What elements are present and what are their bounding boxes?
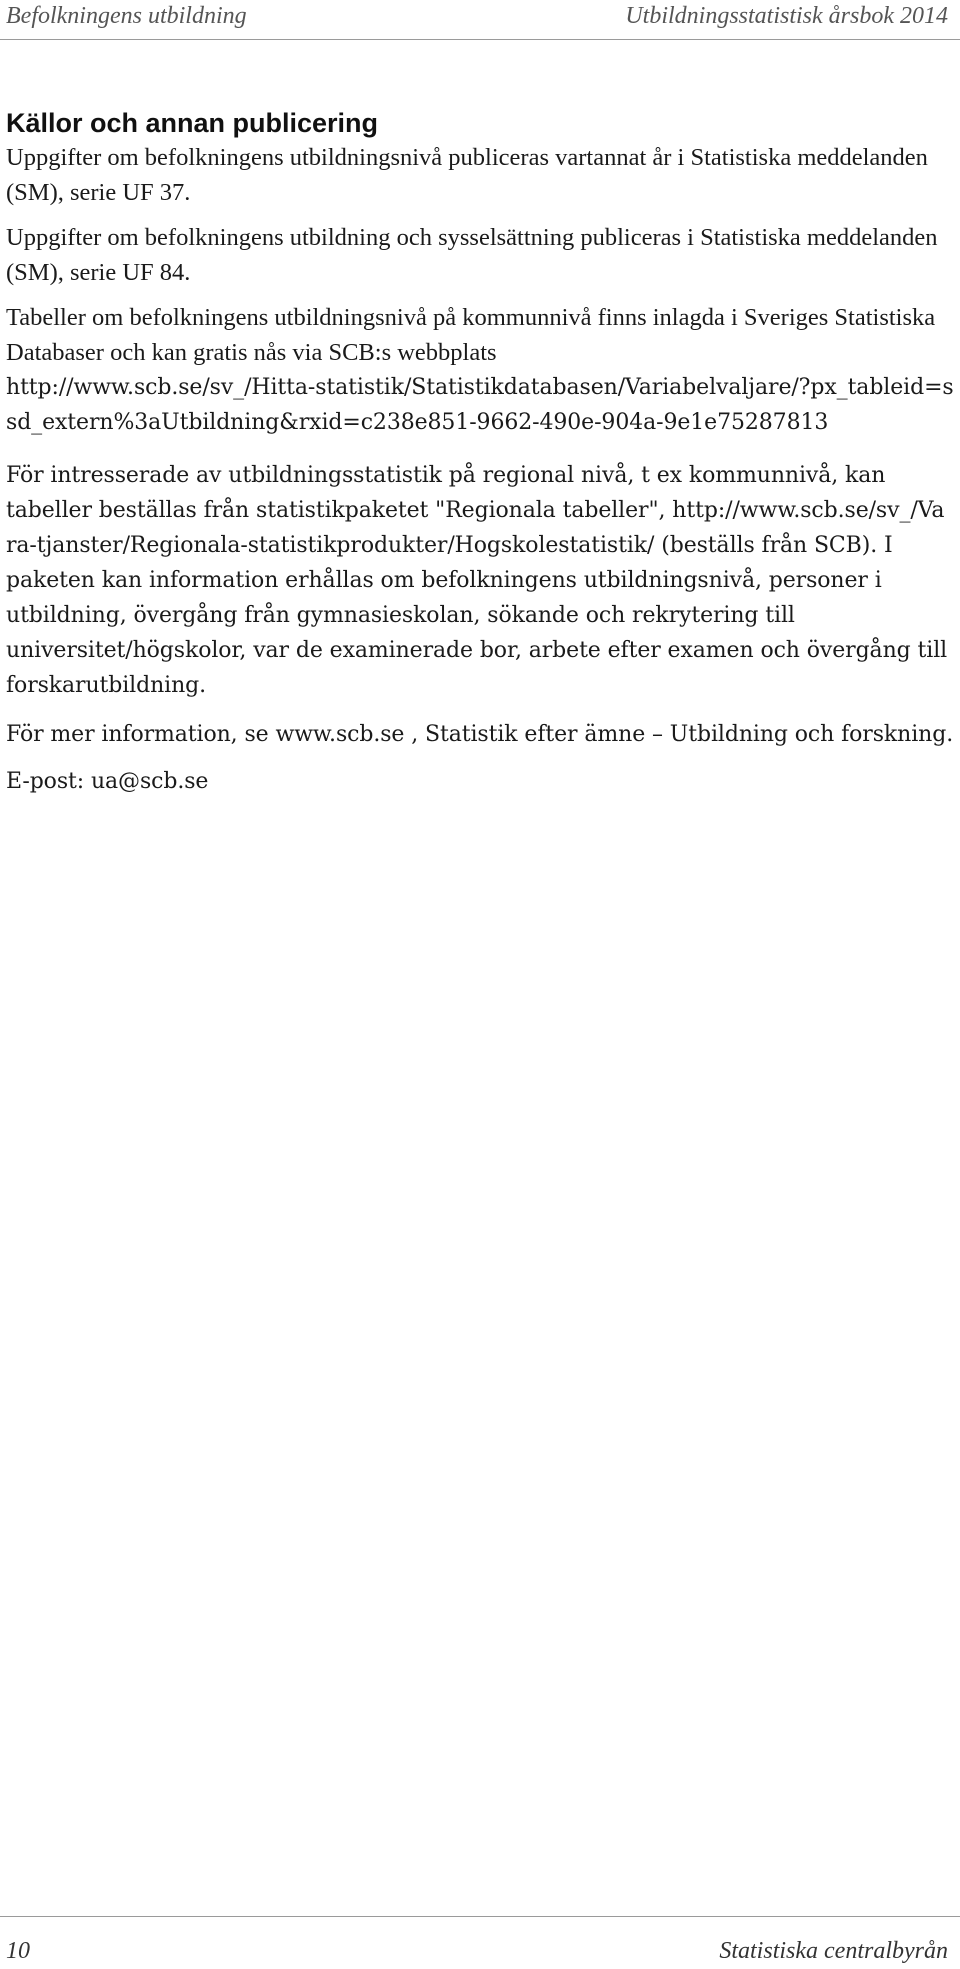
paragraph-email: E-post: ua@scb.se [6,769,209,794]
paragraph-regional-tables [6,458,954,703]
database-link[interactable]: http://www.scb.se/sv_/Hitta-statistik/Statistikdatabasen/Variabelvaljare/?px_tableid=ssd_extern%3aUtbildning&rxid=c238e851-9662-490e-904a-9e1e75287813 [6,375,954,435]
header-section-title: Befolkningens utbildning [6,3,247,29]
header-publication-title: Utbildningsstatistisk årsbok 2014 [625,3,948,29]
footer-publisher: Statistiska centralbyrån [719,1938,948,1964]
page-number: 10 [6,1938,30,1964]
paragraph-uf84: Uppgifter om befolkningens utbildning och sysselsättning publiceras i Statistiska meddelanden (SM), serie UF 84. [6,224,938,286]
paragraph-more-info: För mer information, se www.scb.se , Statistik efter ämne – Utbildning och forskning. [6,722,954,747]
page-body [6,106,954,811]
regional-link[interactable]: http://www.scb.se/sv_/Vara-tjanster/Regionala-statistikprodukter/Hogskolestatistik/ [6,498,945,558]
paragraph-uf37: Uppgifter om befolkningens utbildningsnivå publiceras vartannat år i Statistiska meddelanden (SM), serie UF 37. [6,144,928,206]
regional-intro-text: För intresserade av utbildningsstatistik på regional nivå, t ex kommunnivå, kan tabeller beställas från statistikpaketet "Regionala tabeller", [6,463,886,523]
regional-rest-text: (beställs från SCB). I paketen kan information erhållas om befolkningens utbildningsnivå, personer i utbildning, övergång från gymnasieskolan, sökande och rekrytering till universitet/högskolor, var de examinerade bor, arbete efter examen och övergång till forskarutbildning. [6,533,948,698]
paragraph-database-intro [6,300,954,370]
database-intro-text: Tabeller om befolkningens utbildningsnivå på kommunnivå finns inlagda i Sveriges Statistiska Databaser och kan gratis nås via SCB:s webbplats [6,304,936,366]
running-footer [0,1916,960,1969]
running-header [0,0,960,40]
section-heading: Källor och annan publicering [6,108,379,138]
